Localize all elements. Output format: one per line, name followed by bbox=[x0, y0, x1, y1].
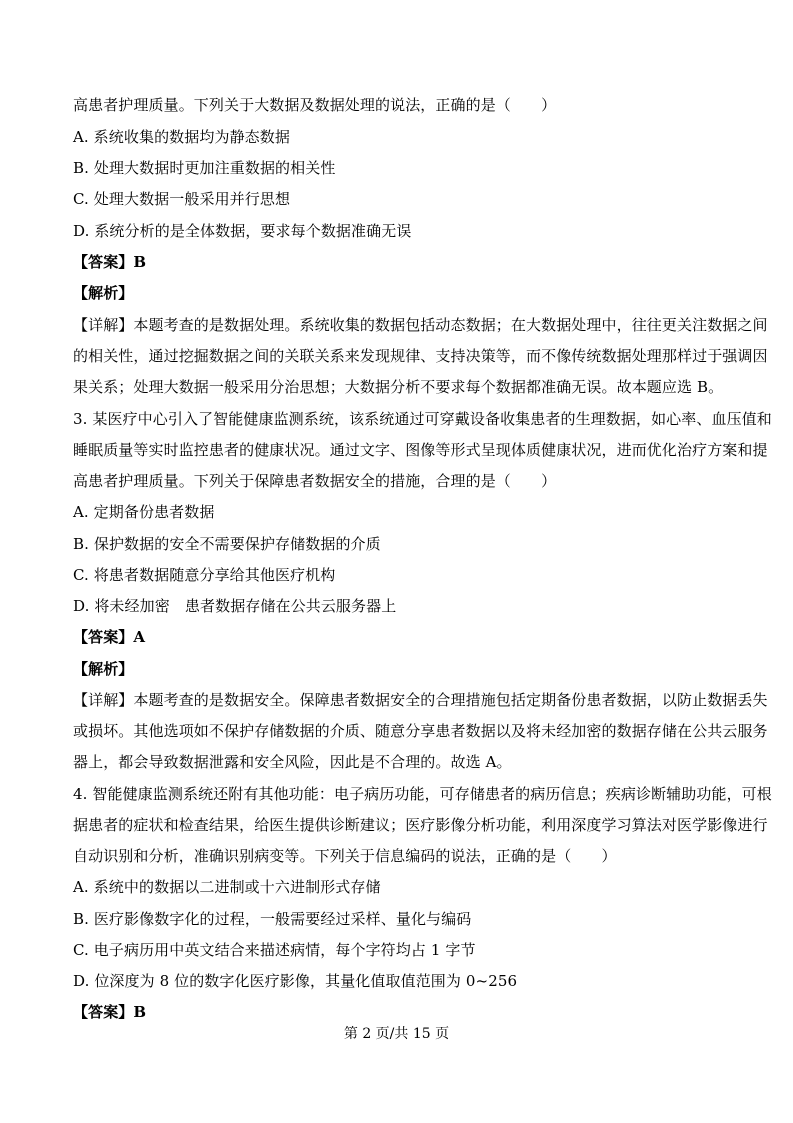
q3-stem-line: 睡眠质量等实时监控患者的健康状况。通过文字、图像等形式呈现体质健康状况，进而优化治疗方案和提 bbox=[73, 441, 768, 459]
q4-stem-line: 据患者的症状和检查结果，给医生提供诊断建议；医疗影像分析功能，利用深度学习算法对医学影像进行 bbox=[73, 816, 768, 834]
q4-option-c: C. 电子病历用中英文结合来描述病情，每个字符均占 1 字节 bbox=[73, 941, 476, 959]
q3-detail-line: 器上，都会导致数据泄露和安全风险，因此是不合理的。故选 A。 bbox=[73, 753, 512, 771]
q2-option-c: C. 处理大数据一般采用并行思想 bbox=[73, 190, 291, 208]
q3-detail-line: 【详解】本题考查的是数据安全。保障患者数据安全的合理措施包括定期备份患者数据，以防止数据丢失 bbox=[73, 691, 768, 709]
q3-stem-line: 高患者护理质量。下列关于保障患者数据安全的措施，合理的是（ ） bbox=[73, 472, 557, 490]
q3-stem-line: 3. 某医疗中心引入了智能健康监测系统，该系统通过可穿戴设备收集患者的生理数据，如心率、血压值和 bbox=[73, 410, 772, 428]
q2-answer: 【答案】B bbox=[73, 253, 147, 271]
q3-option-a: A. 定期备份患者数据 bbox=[73, 503, 215, 521]
q4-option-a: A. 系统中的数据以二进制或十六进制形式存储 bbox=[73, 878, 381, 896]
q3-option-c: C. 将患者数据随意分享给其他医疗机构 bbox=[73, 566, 336, 584]
q2-detail-line: 果关系；处理大数据一般采用分治思想；大数据分析不要求每个数据都准确无误。故本题应选 B。 bbox=[73, 378, 724, 396]
q2-analysis-label: 【解析】 bbox=[73, 284, 134, 302]
q4-option-b: B. 医疗影像数字化的过程，一般需要经过采样、量化与编码 bbox=[73, 910, 472, 928]
q4-stem-line: 自动识别和分析，准确识别病变等。下列关于信息编码的说法，正确的是（ ） bbox=[73, 847, 617, 865]
q4-answer: 【答案】B bbox=[73, 1003, 147, 1021]
page-number-footer: 第 2 页/共 15 页 bbox=[343, 1026, 450, 1042]
q3-detail-line: 或损坏。其他选项如不保护存储数据的介质、随意分享患者数据以及将未经加密的数据存储在公共云服务 bbox=[73, 722, 768, 740]
q2-detail-line: 的相关性，通过挖掘数据之间的关联关系来发现规律、支持决策等，而不像传统数据处理那样过于强调因 bbox=[73, 347, 768, 365]
q4-option-d: D. 位深度为 8 位的数字化医疗影像，其量化值取值范围为 0~256 bbox=[73, 972, 518, 990]
q2-option-a: A. 系统收集的数据均为静态数据 bbox=[73, 128, 290, 146]
q4-stem-line: 4. 智能健康监测系统还附有其他功能：电子病历功能，可存储患者的病历信息；疾病诊断辅助功能，可根 bbox=[73, 785, 772, 803]
q3-answer: 【答案】A bbox=[73, 628, 146, 646]
q2-option-d: D. 系统分析的是全体数据，要求每个数据准确无误 bbox=[73, 222, 412, 240]
q2-stem-tail: 高患者护理质量。下列关于大数据及数据处理的说法，正确的是（ ） bbox=[73, 96, 557, 114]
q2-detail-line: 【详解】本题考查的是数据处理。系统收集的数据包括动态数据；在大数据处理中，往往更关注数据之间 bbox=[73, 316, 768, 334]
q3-option-d: D. 将未经加密 患者数据存储在公共云服务器上 bbox=[73, 597, 397, 615]
q3-option-b: B. 保护数据的安全不需要保护存储数据的介质 bbox=[73, 535, 381, 553]
q2-option-b: B. 处理大数据时更加注重数据的相关性 bbox=[73, 159, 336, 177]
q3-analysis-label: 【解析】 bbox=[73, 660, 134, 678]
